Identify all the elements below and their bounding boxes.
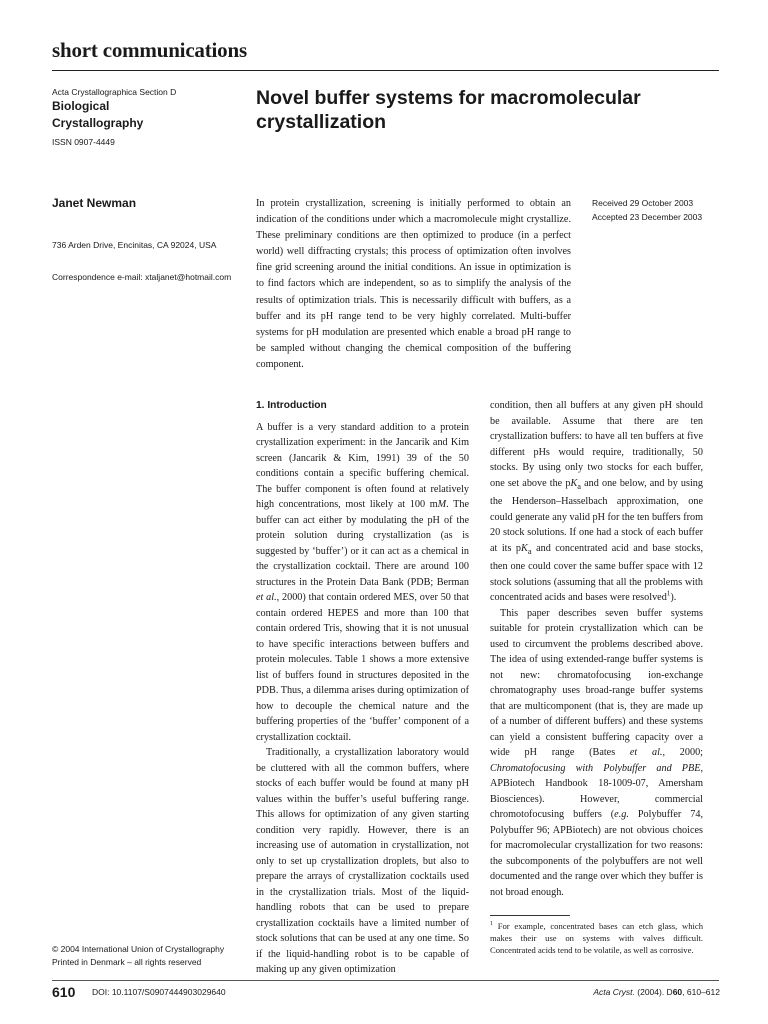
journal-series: Acta Crystallographica Section D <box>52 87 177 97</box>
introduction-heading: 1. Introduction <box>256 400 327 411</box>
body-paragraph-3: condition, then all buffers at any given pH should be available. Assume that there are ten crystallization buffers: to have all ten buffers at five different pHs would require, traditionally, 50 stocks. By using only two stocks for each buffer, one set above the $pK_a$ and one below, and by using the Henderson–Hasselbach approximation, one could generate any valid pH for the ten buffers from 20 stock solutions. If one had a stock of each buffer at its $pK_a$ and concentrated acid and base stocks, then one could cover the same buffer space with 12 stock solutions (assuming that all the problems with concentrated acids and bases were resolved$^1$). <box>490 400 703 604</box>
footnote: $^1$ For example, concentrated bases can etch glass, which makes their use on systems with valves difficult. Concentrated acids tend to be volatile, as well as corrosive. <box>490 921 703 955</box>
dates-block <box>592 196 702 224</box>
copyright-line: © 2004 International Union of Crystallography <box>52 944 225 954</box>
copyright-block <box>52 943 252 969</box>
author-address: 736 Arden Drive, Encinitas, CA 92024, USA <box>52 240 217 250</box>
abstract: In protein crystallization, screening is initially performed to obtain an indication of the conditions under which a macromolecule might crystallize. These preliminary conditions are then optimized to produce (in a perfect world) well diffracting crystals; this process of optimization often involves fine grid screening around the initial conditions. An issue in optimization is to find factors which are independent, so as to simplify the analysis of the results of optimization trials. This is necessarily difficult with buffers, as a buffer and its pH range tend to be very highly correlated. Multi-buffer systems for pH modulation are presented which enable a broad pH range to be sampled without changing the chemical composition of the buffering component. <box>256 198 571 370</box>
body-paragraph-2: Traditionally, a crystallization laboratory would be cluttered with all the common buffers, where stocks of each buffer would be found at many pH values within the buffer’s useful buffering range. This allows for optimization of any given starting condition very rapidly. However, there is an increasing use of automation in crystallization, not only to set up crystallization droplets, but also to prepare the arrays of crystallization cocktails used in the crystallization trials. Most of the liquid-handling robots that can be used to prepare crystallization cocktails have a limited number of stock solutions that can be used at any one time. So if the liquid-handling robot is to be capable of making up any given optimization <box>256 747 469 975</box>
footnote-mark: 1 <box>490 921 494 928</box>
accepted-date: Accepted 23 December 2003 <box>592 212 703 222</box>
journal-block <box>52 87 242 147</box>
journal-name-line1: Biological <box>52 99 110 113</box>
received-date: Received 29 October 2003 <box>592 198 694 208</box>
journal-citation: Acta Cryst. (2004). D60, 610–612 <box>593 987 720 997</box>
journal-name-line2: Crystallography <box>52 116 144 130</box>
footnote-rule <box>490 915 570 916</box>
header-rule <box>52 70 719 71</box>
printed-in-line: Printed in Denmark – all rights reserved <box>52 957 202 967</box>
section-header: short communications <box>52 38 247 62</box>
footnote-reference[interactable]: 1 <box>666 589 671 598</box>
body-paragraph-1: A buffer is a very standard addition to a protein crystallization experiment: in the Jancarik and Kim screen (Jancarik & Kim, 1991) 39 of the 50 conditions contain a specific buffering chemical. The buffer component is often found at relatively high concentrations, most likely at 100 mM. The buffer can act either by modulating the pH of the protein solution during crystallization (as is suggested by ‘buffer’) or it can act as a chemical in the crystallization cocktail. There are around 100 structures in the Protein Data Bank (PDB; Berman et al., 2000) that contain ordered MES, over 50 that contain ordered HEPES and more than 100 that contain ordered Tris, showing that it is not unusual to have specific interactions between buffers and protein molecules. Table 1 shows a more extensive list of buffers found in structures deposited in the PDB. Thus, a dilemma arises during optimization of how to decouple the chemical nature and the buffering properties of the ‘buffer’ component of a crystallization cocktail. <box>256 421 469 743</box>
body-paragraph-4: This paper describes seven buffer systems suitable for protein crystallization which can be used to circumvent the problems described above. The idea of using extended-range buffer systems is not new: chromatofocusing ion-exchange chromatography uses broad-range buffer systems that are multicomponent (that is, they are made up of a number of different buffers) and these systems can yield a consistent buffering capacity over a wide pH range (Bates et al., 2000; Chromatofocusing with Polybuffer and PBE, APBiotech Handbook 18-1009-07, Amersham Biosciences). However, commercial chromotofocusing buffers (e.g. Polybuffer 74, Polybuffer 96; APBiotech) are not obvious choices for macromolecular crystallization for two reasons: the subcomponents of the polybuffers are not well documented and the range over which they buffer is not broad enough. <box>490 607 703 898</box>
footer-rule <box>52 980 719 981</box>
article-title: Novel buffer systems for macromolecular crystallization <box>256 87 641 133</box>
issn: ISSN 0907-4449 <box>52 137 115 147</box>
author-block <box>52 196 247 282</box>
body-column-right <box>490 398 703 900</box>
body-column-left <box>256 398 469 978</box>
correspondence-email[interactable]: Correspondence e-mail: xtaljanet@hotmail.com <box>52 272 232 282</box>
doi-link[interactable]: DOI: 10.1107/S0907444903029640 <box>92 987 226 997</box>
author-name: Janet Newman <box>52 196 137 210</box>
page-number: 610 <box>52 984 76 1000</box>
